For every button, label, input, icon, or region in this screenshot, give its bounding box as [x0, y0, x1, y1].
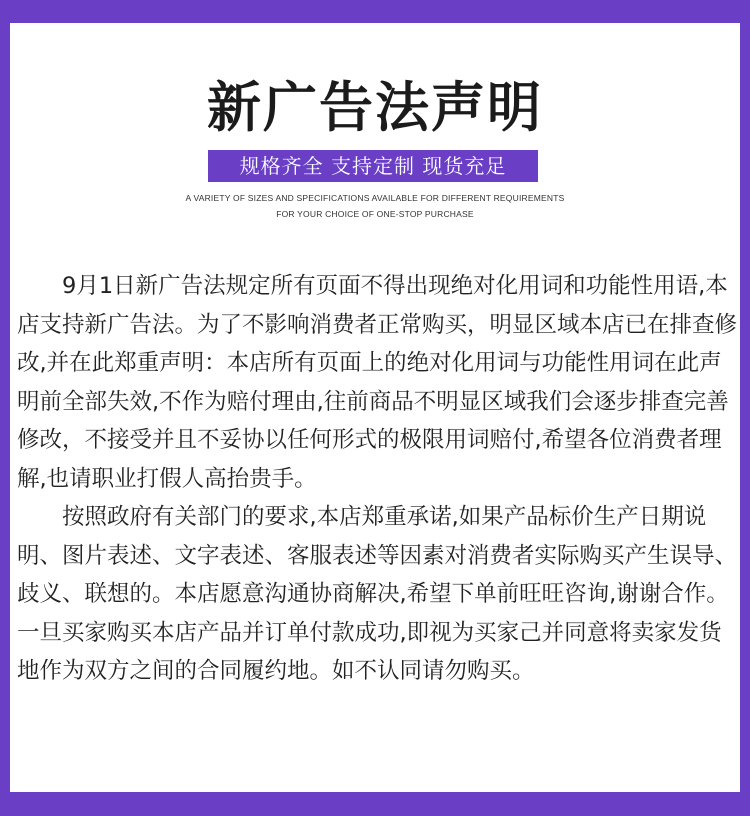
statement-body	[17, 267, 737, 691]
english-tagline-2: FOR YOUR CHOICE OF ONE-STOP PURCHASE	[276, 209, 474, 219]
statement-paragraph-2: 按照政府有关部门的要求,本店郑重承诺,如果产品标价生产日期说明、图片表述、文字表述、客服表述等因素对消费者实际购买产生误导、歧义、联想的。本店愿意沟通协商解决,希望下单前旺旺咨询,谢谢合作。一旦买家购买本店产品并订单付款成功,即视为买家己并同意将卖家发货地作为双方之间的合同履约地。如不认同请勿购买。	[17, 504, 738, 684]
english-tagline-1: A VARIETY OF SIZES AND SPECIFICATIONS AVAILABLE FOR DIFFERENT REQUIREMENTS	[185, 193, 565, 203]
statement-paragraph-1: 9月1日新广告法规定所有页面不得出现绝对化用词和功能性用语,本店支持新广告法。为了不影响消费者正常购买，明显区域本店已在排查修改,并在此郑重声明：本店所有页面上的绝对化用词与功能性用词在此声明前全部失效,不作为赔付理由,往前商品不明显区域我们会逐步排查完善修改，不接受并且不妥协以任何形式的极限用词赔付,希望各位消费者理解,也请职业打假人高抬贵手。	[17, 273, 738, 492]
page-title: 新广告法声明	[207, 76, 543, 139]
subtitle-banner: 规格齐全 支持定制 现货充足	[208, 150, 538, 182]
statement-panel	[10, 23, 740, 792]
